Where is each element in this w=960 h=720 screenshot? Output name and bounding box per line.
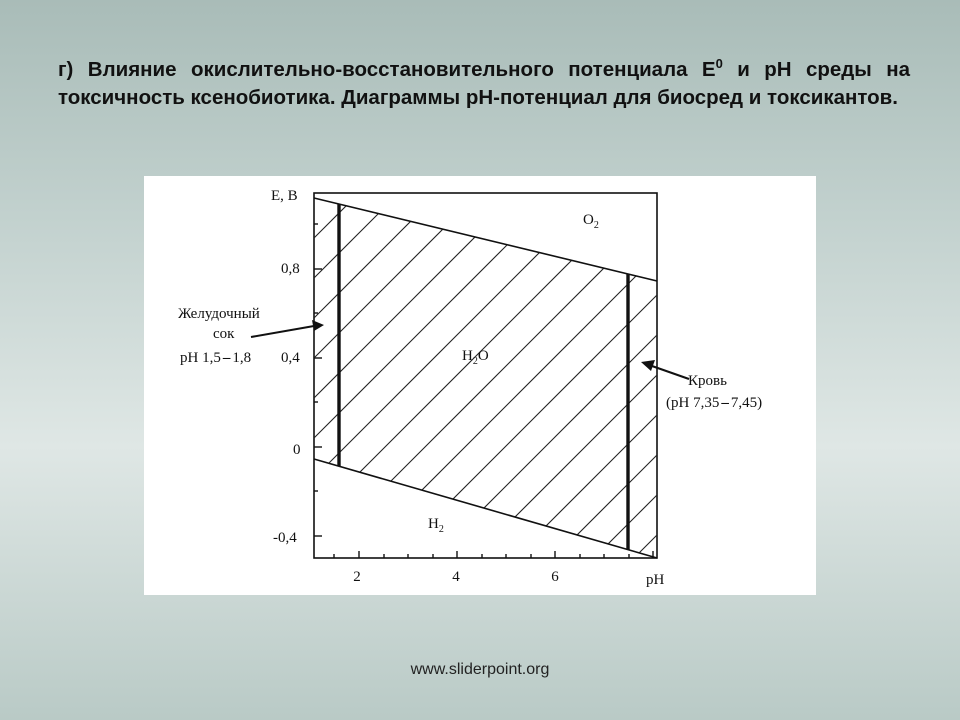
title-text-rest: и pH среды на токсичность ксенобиотика. Диаграммы pH-потенциал для биосред и токсикантов.: [58, 58, 911, 109]
diagram-canvas: [144, 176, 816, 595]
h2-boundary-line: [314, 459, 657, 558]
gastric-juice-ph-range: pH 1,5 – 1,8: [180, 350, 252, 366]
y-tick-label-0-4: 0,4: [281, 350, 300, 366]
title-text-main: г) Влияние окислительно-восстановительного потенциала E: [58, 58, 716, 81]
gastric-juice-label-line1: Желудочный: [178, 306, 260, 322]
gastric-juice-arrow-shaft: [251, 326, 314, 337]
o2-region-label: $O_2$: [583, 212, 599, 231]
footer-website-link[interactable]: www.sliderpoint.org: [410, 661, 550, 678]
y-tick-label-0-8: 0,8: [281, 261, 300, 277]
ph-potential-diagram: [144, 176, 816, 595]
gastric-juice-label-line2: сок: [213, 326, 235, 342]
blood-ph-range: (pH 7,35 – 7,45): [666, 395, 763, 411]
h2o-region-label: $H_2O$: [462, 348, 489, 367]
o2-boundary-line: [314, 198, 657, 281]
title-superscript: 0: [715, 56, 723, 71]
x-tick-label-6: 6: [551, 569, 559, 585]
gastric-juice-arrow-head: [312, 320, 324, 331]
y-axis-label: E, B: [271, 188, 298, 204]
x-tick-label-2: 2: [353, 569, 361, 585]
y-tick-label-0: 0: [293, 442, 301, 458]
x-axis-ticks: [334, 551, 653, 558]
x-tick-label-4: 4: [452, 569, 460, 585]
plot-frame: [314, 193, 657, 558]
blood-label-line1: Кровь: [688, 373, 727, 389]
x-axis-label: pH: [646, 572, 665, 588]
h2-region-label: $H_2$: [428, 516, 444, 535]
y-tick-label-minus-0-4: -0,4: [273, 530, 297, 546]
blood-arrow-head: [641, 360, 655, 371]
slide-title: [58, 56, 910, 112]
